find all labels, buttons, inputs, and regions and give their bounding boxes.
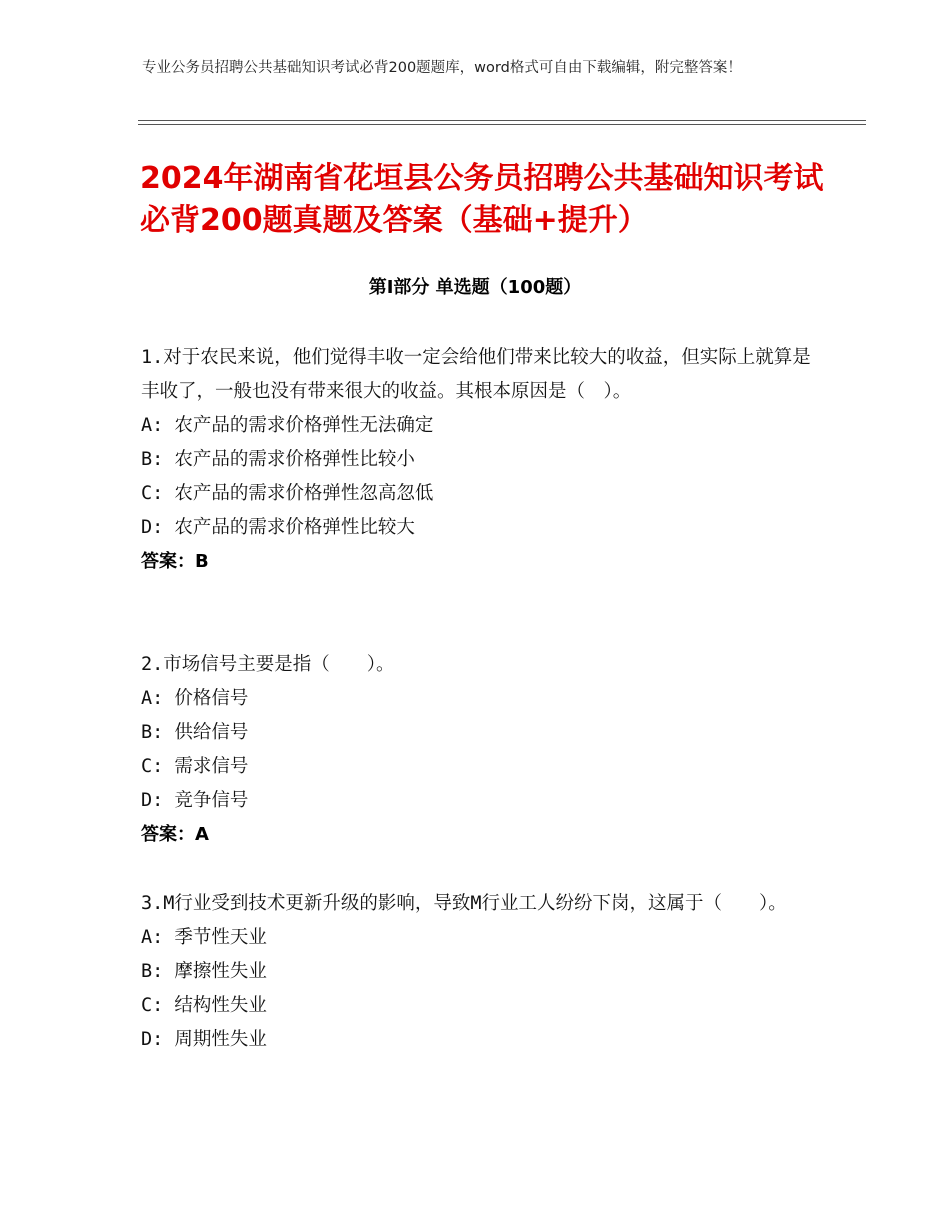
- question-stem: 2.市场信号主要是指（ ）。: [141, 654, 395, 675]
- option-c: C: 需求信号: [141, 756, 249, 777]
- option-a: A: 季节性天业: [141, 927, 267, 948]
- question-3: [141, 887, 821, 1057]
- option-d: D: 竞争信号: [141, 790, 249, 811]
- header-divider-top: [138, 120, 866, 121]
- option-a: A: 农产品的需求价格弹性无法确定: [141, 415, 434, 436]
- option-b: B: 摩擦性失业: [141, 961, 267, 982]
- question-stem: 3.M行业受到技术更新升级的影响，导致M行业工人纷纷下岗，这属于（ ）。: [141, 893, 787, 914]
- question-2: [141, 648, 821, 852]
- answer: 答案：A: [141, 824, 209, 845]
- option-b: B: 供给信号: [141, 722, 249, 743]
- option-c: C: 农产品的需求价格弹性忽高忽低: [141, 483, 434, 504]
- document-title: 2024年湖南省花垣县公务员招聘公共基础知识考试必背200题真题及答案（基础+提升）: [140, 161, 824, 238]
- option-d: D: 周期性失业: [141, 1029, 267, 1050]
- option-b: B: 农产品的需求价格弹性比较小: [141, 449, 415, 470]
- question-1: [141, 341, 821, 579]
- header-divider-bottom: [138, 124, 866, 125]
- question-stem: 1.对于农民来说，他们觉得丰收一定会给他们带来比较大的收益，但实际上就算是丰收了，一般也没有带来很大的收益。其根本原因是（ ）。: [141, 347, 811, 402]
- section-title: 第Ⅰ部分 单选题（100题）: [368, 277, 582, 298]
- option-c: C: 结构性失业: [141, 995, 267, 1016]
- option-a: A: 价格信号: [141, 688, 249, 709]
- answer: 答案：B: [141, 551, 209, 572]
- option-d: D: 农产品的需求价格弹性比较大: [141, 517, 415, 538]
- header-note: 专业公务员招聘公共基础知识考试必背200题题库，word格式可自由下载编辑，附完整答案！: [142, 60, 742, 76]
